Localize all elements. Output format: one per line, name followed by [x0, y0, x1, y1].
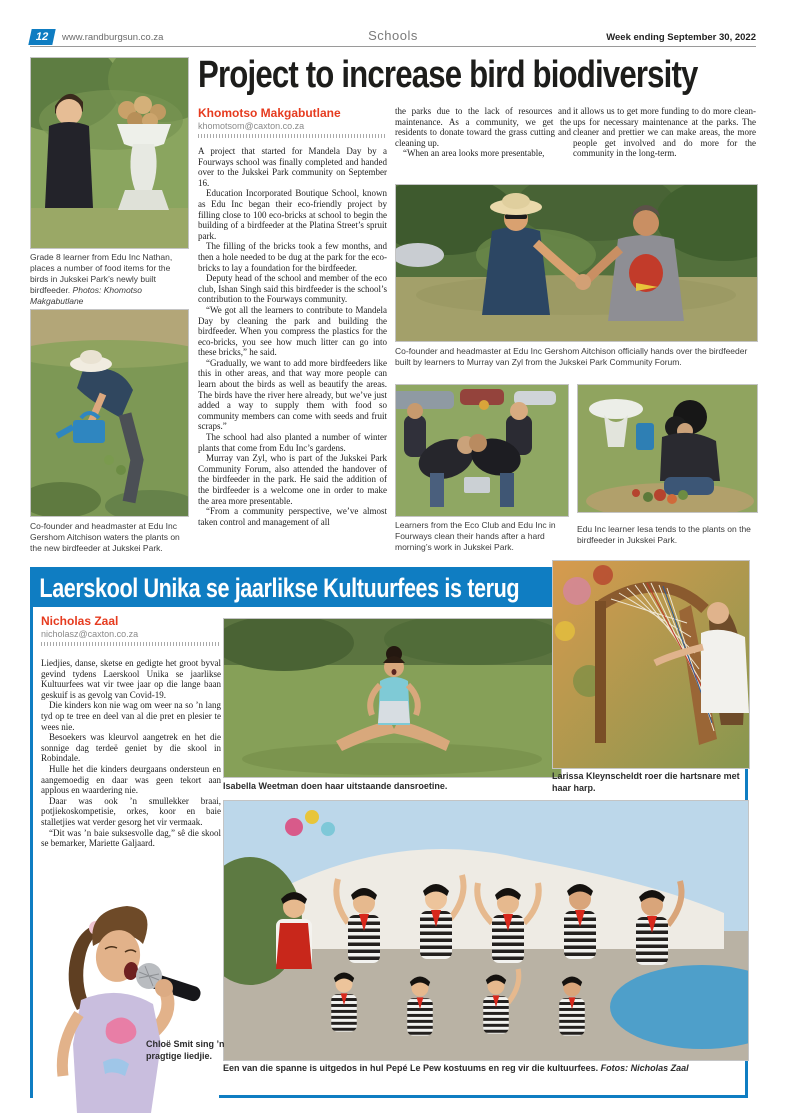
paragraph: Education Incorporated Boutique School, known as Edu Inc began their eco-friendly project by filling close to 100 eco-bricks at school to begin the building of a birdfeeder at the Platina Street’s spruit park. — [198, 188, 387, 241]
article1-column-3 — [573, 106, 756, 159]
photo-credit: Fotos: Nicholas Zaal — [600, 1063, 689, 1073]
photo-group-costumes — [223, 800, 749, 1061]
photo-harpist — [552, 560, 750, 769]
caption-dancer — [223, 781, 560, 793]
article2-author: Nicholas Zaal — [41, 614, 119, 628]
photo-handover — [395, 184, 758, 342]
article1-column-2 — [395, 106, 571, 159]
article2-headline-text: Laerskool Unika se jaarlikse Kultuurfees is terug — [39, 573, 520, 603]
article2-byline — [41, 615, 221, 646]
paragraph: “We got all the learners to contribute to Mandela Day by cleaning the park and building the birdfeeder. When you compress the plastics for the eco-bricks, you see how much litter can go into these bricks,” he said. — [198, 304, 387, 358]
byline-separator — [41, 642, 221, 646]
article1-byline — [198, 107, 386, 138]
photo-singer — [33, 872, 219, 1113]
photo-group-costumes-illustration — [224, 801, 748, 1060]
caption-singer — [146, 1039, 226, 1062]
paragraph: the parks due to the lack of resources and maintenance. As a community, we get the residents to donate toward the grass cutting and cleaning up. — [395, 106, 571, 148]
article1-headline-text: Project to increase bird biodiversity — [198, 54, 698, 96]
paragraph: Die kinders kon nie wag om weer na so ’n lang tyd op te tree en deel van al die pret en plesier te wees nie. — [41, 700, 221, 732]
article1-author-email: khomotsom@caxton.co.za — [198, 121, 305, 131]
byline-separator — [198, 134, 386, 138]
article2-column — [41, 658, 221, 849]
photo-handover-illustration — [396, 185, 757, 341]
paragraph: “Gradually, we want to add more birdfeeders like this in other areas, and that way more people can learn about the birds as well as beautify the areas. The birds have the river here already, but we’ve just added a way to supply them with food so community members can come with seeds and fruit scraps.” — [198, 357, 387, 432]
photo-credit: Photos: Khomotso Makgabutlane — [30, 285, 143, 306]
paragraph: The school had also planted a number of winter plants that come from Edu Inc’s gardens. — [198, 432, 387, 453]
photo-dancer — [223, 618, 562, 778]
paragraph: “When an area looks more presentable, — [403, 148, 545, 159]
paragraph: Liedjies, danse, sketse en gedigte het groot byval gevind tydens Laerskool Unika se jaarlikse Kultuurfees wat vir twee jaar op die lange baan geskuif is as gevolg van Covid-19. — [41, 658, 221, 700]
photo-birdfeeder-learner-illustration — [31, 58, 188, 248]
page-number-badge: 12 — [28, 29, 55, 45]
photo-cleanup — [395, 384, 569, 517]
section-title: Schools — [368, 28, 418, 43]
paragraph: The filling of the bricks took a few months, and then a hole needed to be dug at the park for the eco-bricks to lay a foundation for the birdfeeder. — [198, 241, 387, 273]
photo-singer-illustration — [33, 872, 219, 1113]
photo-plants-illustration — [578, 385, 757, 512]
header-rule — [30, 46, 756, 47]
caption-watering — [30, 521, 187, 554]
caption-text: Chloë Smit sing ’n pragtige liedjie. — [146, 1039, 225, 1061]
photo-watering-illustration — [31, 310, 188, 516]
article1-headline — [198, 54, 758, 96]
caption-text: Co-founder and headmaster at Edu Inc Gershom Aitchison waters the plants on the new birdfeeder at Jukskei Park. — [30, 521, 180, 553]
caption-text: Larissa Kleynscheldt roer die hartsnare met haar harp. — [552, 771, 740, 793]
photo-watering — [30, 309, 189, 517]
photo-harpist-illustration — [553, 561, 749, 768]
photo-birdfeeder-learner — [30, 57, 189, 249]
paragraph: Hulle het die kinders deurgaans ondersteun en aangemoedig en daar was geen tekort aan applous en waardering nie. — [41, 763, 221, 796]
article1-column-1 — [198, 146, 387, 572]
caption-text: Edu Inc learner Iesa tends to the plants on the birdfeeder in Jukskei Park. — [577, 524, 751, 545]
paragraph: it allows us to get more funding to do more clean-ups for necessary maintenance at the parks. The cleaner and prettier we can make areas, the more people get involved and do more for the community in the long-term. — [573, 106, 756, 159]
photo-dancer-illustration — [224, 619, 561, 777]
caption-text: Learners from the Eco Club and Edu Inc in Fourways clean their hands after a hard morning’s work in Jukskei Park. — [395, 520, 556, 552]
caption-text: Isabella Weetman doen haar uitstaande dansroetine. — [223, 781, 448, 791]
caption-birdfeeder-learner — [30, 252, 187, 307]
article2-author-email: nicholasz@caxton.co.za — [41, 629, 139, 639]
paragraph: Deputy head of the school and member of the eco club, Ishan Singh said this birdfeeder is the school’s contribution to the Fourways community. — [198, 273, 387, 305]
caption-text: Grade 8 learner from Edu Inc Nathan, places a number of food items for the birds in Jukskei Park’s newly built birdfeeder. — [30, 252, 173, 295]
site-url: www.randburgsun.co.za — [62, 32, 164, 43]
article1-author: Khomotso Makgabutlane — [198, 106, 341, 120]
caption-text: Co-founder and headmaster at Edu Inc Gershom Aitchison officially hands over the birdfeeder built by learners to Murray van Zyl from the Jukskei Park Community Forum. — [395, 346, 748, 367]
photo-plants — [577, 384, 758, 513]
edition-date: Week ending September 30, 2022 — [606, 32, 756, 43]
caption-text: Een van die spanne is uitgedos in hul Pepé Le Pew kostuums en reg vir die kultuurfees. — [223, 1063, 599, 1073]
paragraph: Besoekers was kleurvol aangetrek en het die sonnige dag terdeë geniet by die skool in Robindale. — [41, 732, 221, 764]
caption-group — [223, 1063, 747, 1075]
photo-cleanup-illustration — [396, 385, 568, 516]
caption-cleanup — [395, 520, 567, 553]
caption-harpist — [552, 771, 744, 794]
caption-handover — [395, 346, 756, 368]
paragraph: “Dit was ’n baie suksesvolle dag,” sê die skool se bemarker, Mariette Galjaard. — [41, 827, 221, 849]
caption-plants — [577, 524, 756, 546]
paragraph: “From a community perspective, we’ve almost taken control and management of all — [198, 506, 387, 527]
paragraph: Daar was ook ’n smullekker braai, potjiekoskompetisie, orkes, koor en baie stalletjies wat verder gesorg het vir vermaak. — [41, 795, 221, 827]
paragraph: A project that started for Mandela Day by a Fourways school was finally completed and handed over to the Jukskei Park community on September 16. — [198, 146, 387, 188]
paragraph: Murray van Zyl, who is part of the Jukskei Park Community Forum, also attended the handover of the birdfeeder in the park. He said the addition of the birdfeeder is a welcome one in order to make the area more presentable. — [198, 453, 387, 506]
